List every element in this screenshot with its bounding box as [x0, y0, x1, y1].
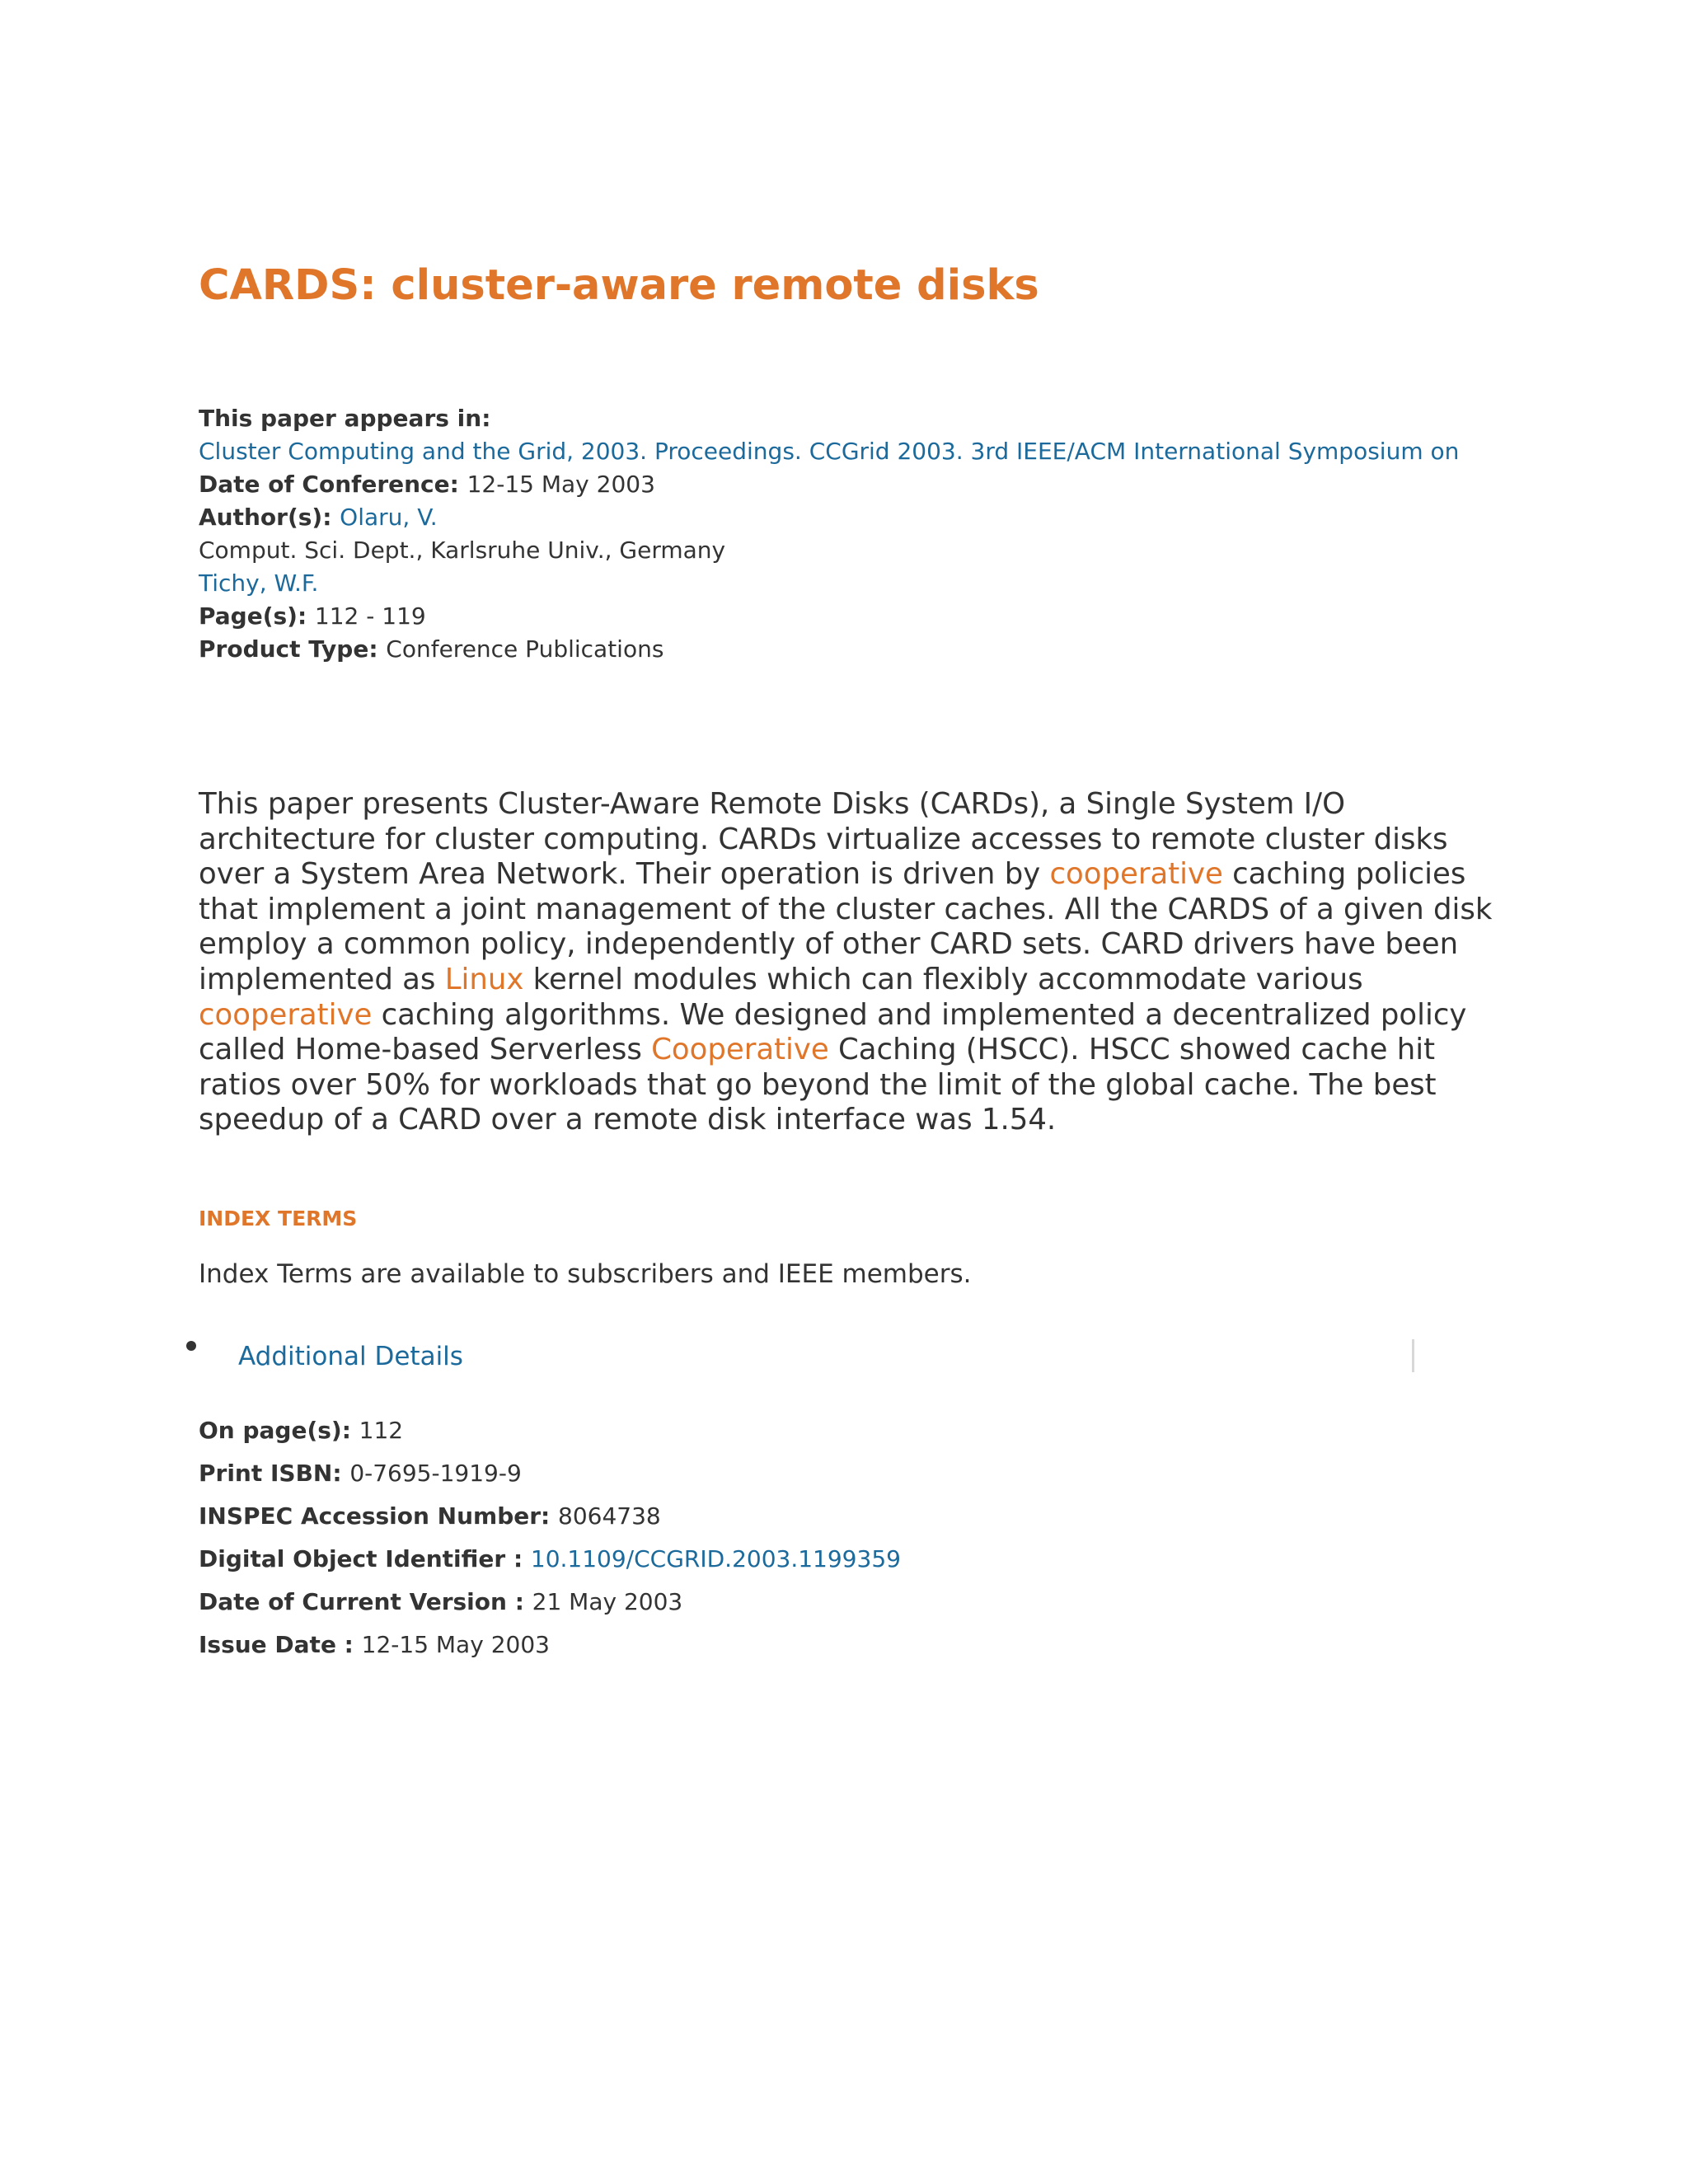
- highlighted-term[interactable]: cooperative: [1049, 857, 1223, 892]
- issue-date-row: Issue Date : 12-15 May 2003: [199, 1631, 550, 1658]
- additional-details-list: [199, 1409, 901, 1666]
- author-row: [199, 567, 1517, 600]
- abstract-line: that implement a joint management of the cluster caches. All the CARDS of a given disk: [199, 892, 1493, 926]
- pages-value: 112 - 119: [314, 602, 426, 630]
- abstract-line: ratios over 50% for workloads that go beyond the limit of the global cache. The best: [199, 1067, 1437, 1102]
- authors-row: [199, 501, 1517, 534]
- abstract-line: This paper presents Cluster-Aware Remote Disks (CARDs), a Single System I/O: [199, 787, 1346, 821]
- authors-label: Author(s):: [199, 504, 340, 531]
- index-terms-heading: INDEX TERMS: [199, 1207, 358, 1230]
- conference-date-label: Date of Conference:: [199, 471, 467, 498]
- divider: [1412, 1339, 1414, 1372]
- current-version-row: Date of Current Version : 21 May 2003: [199, 1588, 683, 1615]
- appears-in-row: [199, 435, 1517, 468]
- inspec-row: INSPEC Accession Number: 8064738: [199, 1502, 661, 1530]
- highlighted-term[interactable]: Linux: [444, 962, 524, 996]
- abstract-line: architecture for cluster computing. CARDs virtualize accesses to remote cluster disks: [199, 822, 1448, 856]
- conference-date-row: [199, 468, 1517, 501]
- abstract-line: implemented as Linux kernel modules which can flexibly accommodate various: [199, 962, 1363, 996]
- product-type-value: Conference Publications: [386, 635, 664, 663]
- additional-details-link[interactable]: Additional Details: [238, 1342, 463, 1371]
- on-pages-row: On page(s): 112: [199, 1417, 404, 1444]
- author-link[interactable]: Tichy, W.F.: [199, 569, 319, 597]
- abstract-line: over a System Area Network. Their operation is driven by cooperative caching policies: [199, 857, 1466, 892]
- product-type-row: [199, 633, 1517, 666]
- abstract-line: cooperative caching algorithms. We designed and implemented a decentralized policy: [199, 997, 1467, 1032]
- highlighted-term[interactable]: Cooperative: [651, 1033, 829, 1067]
- conference-date-value: 12-15 May 2003: [467, 471, 655, 498]
- abstract: [199, 787, 1517, 1138]
- product-type-label: Product Type:: [199, 635, 387, 663]
- conference-proceedings-link[interactable]: Cluster Computing and the Grid, 2003. Proceedings. CCGrid 2003. 3rd IEEE/ACM International Symposium on: [199, 438, 1460, 465]
- paper-metadata: [199, 402, 1517, 666]
- abstract-line: employ a common policy, independently of other CARD sets. CARD drivers have been: [199, 927, 1459, 962]
- author-link[interactable]: Olaru, V.: [340, 504, 438, 531]
- doi-link[interactable]: 10.1109/CCGRID.2003.1199359: [530, 1545, 901, 1572]
- pages-row: [199, 600, 1517, 633]
- index-terms-notice: Index Terms are available to subscribers and IEEE members.: [199, 1259, 972, 1289]
- isbn-row: Print ISBN: 0-7695-1919-9: [199, 1460, 522, 1487]
- page-title: CARDS: cluster-aware remote disks: [199, 261, 1039, 310]
- appears-in-label: This paper appears in:: [199, 405, 491, 432]
- pages-label: Page(s):: [199, 602, 315, 630]
- abstract-line: called Home-based Serverless Cooperative Caching (HSCC). HSCC showed cache hit: [199, 1033, 1436, 1067]
- bullet-icon: [186, 1341, 196, 1351]
- abstract-line: speedup of a CARD over a remote disk interface was 1.54.: [199, 1103, 1057, 1137]
- author-affiliation: Comput. Sci. Dept., Karlsruhe Univ., Germany: [199, 537, 726, 564]
- highlighted-term[interactable]: cooperative: [199, 997, 373, 1032]
- doi-row: Digital Object Identifier : 10.1109/CCGRID.2003.1199359: [199, 1545, 901, 1572]
